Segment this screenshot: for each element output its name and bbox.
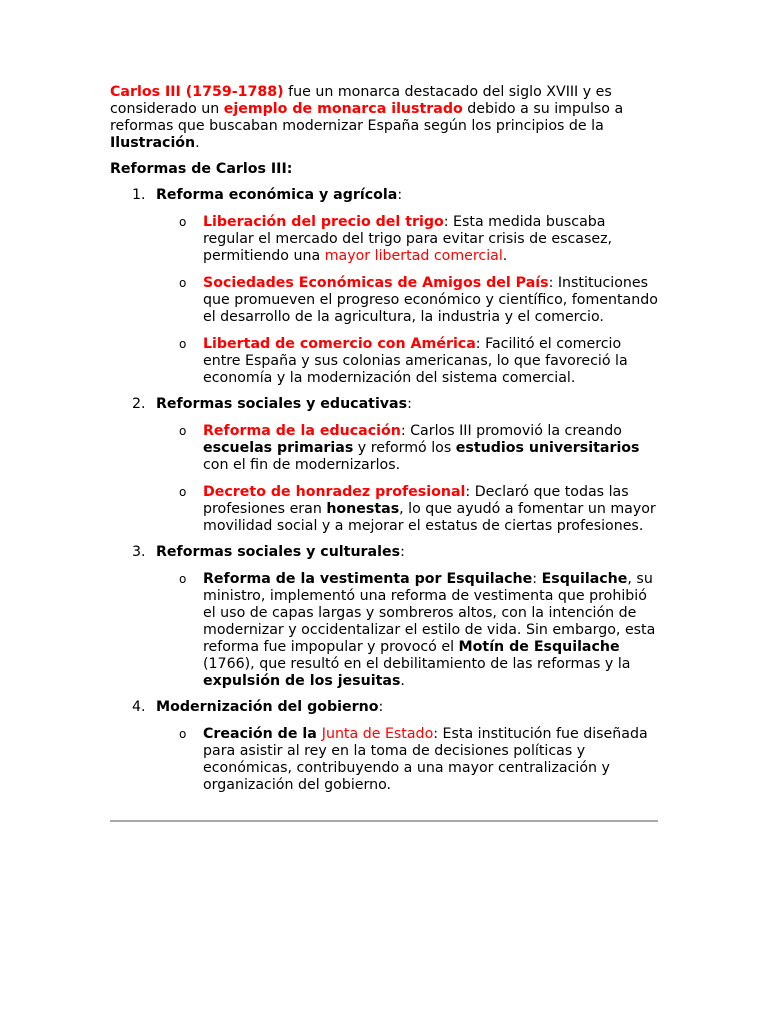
section-title-text: Reforma económica y agrícola [156,187,398,203]
sub-item-body: : Instituciones que promueven el progreso económico y científico, fomentando el desarrollo de la agricultura, la industria y el comercio. [203,275,658,325]
sub-item-title: Decreto de honradez profesional [203,484,466,500]
section-number: 2. [132,396,146,412]
section-title-text: Reformas sociales y culturales [156,544,401,560]
bullet-icon: o [179,337,187,351]
sub-item-text [203,214,658,265]
horizontal-rule [110,820,658,822]
intro-bold: Ilustración [110,135,196,151]
sub-item-body: y reformó los [353,440,456,456]
section-title [156,187,658,204]
sub-item [156,726,658,794]
section-title-suffix: : [378,699,384,715]
sub-item [156,571,658,690]
bullet-icon: o [179,727,187,741]
sub-item [156,484,658,535]
intro-highlight: ejemplo de monarca ilustrado [223,101,463,117]
intro-text: . [195,135,200,151]
sub-item-body: con el fin de modernizarlos. [203,457,401,473]
section-title-text: Reformas sociales y educativas [156,396,408,412]
section-title [156,699,658,716]
sub-item-highlight: Junta de Estado [321,726,434,742]
intro-paragraph [110,84,658,152]
sub-item-highlight: mayor libertad comercial [324,248,503,264]
sub-item-title: Reforma de la vestimenta por Esquilache [203,571,533,587]
section-title [156,396,658,413]
sub-item-body: . [400,673,405,689]
reform-section-social-cultural [110,544,658,690]
section-title [156,544,658,561]
sub-item-title: Libertad de comercio con América [203,336,476,352]
sub-item-bold: honestas [326,501,400,517]
intro-king-name: Carlos III (1759-1788) [110,84,284,100]
bullet-icon: o [179,485,187,499]
section-number: 4. [132,699,146,715]
document-body [110,84,658,803]
sub-item-text [203,275,658,326]
sub-item-text [203,336,658,387]
section-title-suffix: : [397,187,403,203]
sub-item [156,214,658,265]
sub-item-title: Sociedades Económicas de Amigos del País [203,275,549,291]
sub-item-bold: Esquilache [541,571,628,587]
sub-item [156,275,658,326]
reform-section-economic [110,187,658,387]
bullet-icon: o [179,572,187,586]
sub-item-text [203,726,658,794]
sub-item-body: . [502,248,508,264]
sub-item-bold: Motín de Esquilache [458,639,620,655]
sub-item [156,423,658,474]
sub-item-bold: expulsión de los jesuitas [203,673,401,689]
bullet-icon: o [179,424,187,438]
sub-item-bold: escuelas primarias [203,440,354,456]
intro-text: debido a su impulso a reformas que buscaban modernizar España según los principios de la [110,101,624,134]
sub-item-text [203,484,658,535]
sub-item-title: Liberación del precio del trigo [203,214,444,230]
sub-item-text [203,571,658,690]
bullet-icon: o [179,215,187,229]
sub-item-text [203,423,658,474]
sub-item-title: Creación de la [203,726,322,742]
reform-section-social-educational [110,396,658,535]
reform-section-government [110,699,658,794]
sub-item-title: Reforma de la educación [203,423,401,439]
reforms-list [110,187,658,794]
intro-text: fue un monarca destacado del siglo XVIII y es considerado un [110,84,612,117]
sub-item-body: : Declaró que todas las profesiones eran [203,484,629,517]
section-title-suffix: : [407,396,412,412]
sub-item-bold: estudios universitarios [455,440,640,456]
section-title-suffix: : [400,544,405,560]
sub-item-body: , lo que ayudó a fomentar un mayor movilidad social y a mejorar el estatus de ciertas profesiones. [203,501,656,534]
reforms-heading: Reformas de Carlos III: [110,161,293,177]
sub-item-body: , su ministro, implementó una reforma de vestimenta que prohibió el uso de capas largas y sombreros altos, con la intención de modernizar y occidentalizar el estilo de vida. Sin embargo, esta reforma fue impopular y provocó el [203,571,656,655]
sub-item-body: : Facilitó el comercio entre España y sus colonias americanas, lo que favoreció la economía y la modernización del sistema comercial. [203,336,628,386]
section-title-text: Modernización del gobierno [156,699,379,715]
sub-item-body: : [532,571,542,587]
sub-item-body: : Esta institución fue diseñada para asistir al rey en la toma de decisiones políticas y económicas, contribuyendo a una mayor centralización y organización del gobierno. [203,726,648,793]
sub-item-body: (1766), que resultó en el debilitamiento de las reformas y la [203,656,631,672]
section-number: 3. [132,544,146,560]
sub-item-body: : Carlos III promovió la creando [400,423,622,439]
section-number: 1. [132,187,146,203]
sub-item [156,336,658,387]
bullet-icon: o [179,276,187,290]
sub-item-body: : Esta medida buscaba regular el mercado del trigo para evitar crisis de escasez, permitiendo una [203,214,613,264]
